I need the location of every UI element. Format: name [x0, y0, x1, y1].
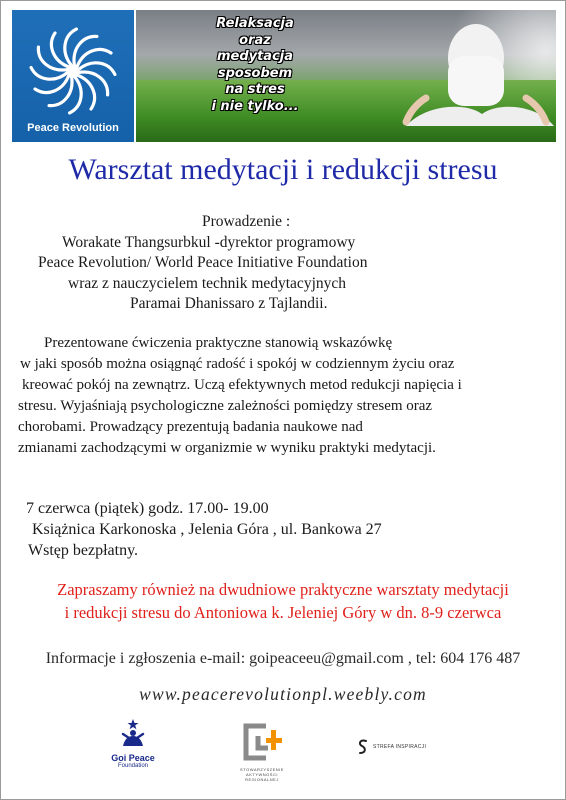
meditation-photo [136, 10, 556, 142]
spiral-flower-icon [28, 26, 118, 116]
goi-peace-icon [113, 718, 153, 748]
meditating-person-icon [386, 18, 556, 142]
invitation-text [0, 578, 566, 624]
square-bracket-logo-icon [240, 722, 284, 762]
invitation-line: i redukcji stresu do Antoniowa k. Jeleniej Góry w dn. 8-9 czerwca [64, 603, 502, 622]
organizers-heading: Prowadzenie : [202, 213, 291, 230]
page-title: Warsztat medytacji i redukcji stresu [68, 153, 498, 186]
description-line: kreować pokój na zewnątrz. Uczą efektywnych metod redukcji napięcia i [22, 377, 462, 393]
event-place: Książnica Karkonoska , Jelenia Góra , ul. Bankowa 27 [32, 521, 382, 538]
logo-label: Peace Revolution [27, 122, 119, 134]
slogan-line: i nie tylko... [211, 98, 299, 114]
strefa-text: STREFA INSPIRACJI [373, 744, 427, 750]
description-line: chorobami. Prowadzący prezentują badania naukowe nad [18, 419, 363, 435]
description-paragraph [18, 333, 550, 459]
slogan-line: medytacja [216, 49, 294, 64]
organizer-line: Peace Revolution/ World Peace Initiative Foundation [38, 254, 368, 271]
slogan-line: na stres [225, 82, 285, 97]
organizer-line: Paramai Dhanissaro z Tajlandii. [130, 295, 328, 312]
description-line: stresu. Wyjaśniają psychologiczne zależności pomiędzy stresem oraz [18, 398, 433, 414]
slogan-line: oraz [239, 32, 271, 48]
organizers-section [0, 212, 566, 315]
contact-info: Informacje i zgłoszenia e-mail: goipeaceeu@gmail.com , tel: 604 176 487 [45, 650, 521, 667]
event-date: 7 czerwca (piątek) godz. 17.00- 19.00 [26, 500, 269, 517]
regio-text: STOWARZYSZENIE AKTYWNOŚCI REGIONALNEJ [240, 767, 284, 782]
slogan-line: sposobem [217, 65, 293, 81]
description-line: w jaki sposób można osiągnąć radość i spokój w codziennym życiu oraz [20, 356, 455, 372]
goi-peace-foundation-logo [108, 718, 158, 770]
strefa-swirl-icon [356, 738, 370, 756]
banner-slogan [170, 16, 340, 115]
goi-name: Goi Peace [111, 753, 155, 763]
description-line: zmianami zachodzącymi w organizmie w wyniku praktyki medytacji. [18, 440, 436, 456]
strefa-inspiracji-logo [356, 738, 426, 756]
slogan-line: Relaksacja [216, 16, 294, 31]
peace-revolution-logo [12, 10, 134, 142]
description-line: Prezentowane ćwiczenia praktyczne stanowią wskazówkę [44, 335, 393, 351]
website-link[interactable]: www.peacerevolutionpl.weebly.com [139, 684, 427, 704]
goi-subtitle: Foundation [117, 763, 149, 769]
regional-association-logo [232, 722, 292, 782]
invitation-line: Zapraszamy również na dwudniowe praktyczne warsztaty medytacji [57, 580, 509, 599]
organizer-line: wraz z nauczycielem technik medytacyjnych [68, 274, 347, 292]
event-details [24, 498, 554, 561]
event-entry: Wstęp bezpłatny. [28, 542, 139, 559]
header-banner [12, 10, 556, 142]
organizer-line: Worakate Thangsurbkul -dyrektor programowy [62, 233, 356, 251]
